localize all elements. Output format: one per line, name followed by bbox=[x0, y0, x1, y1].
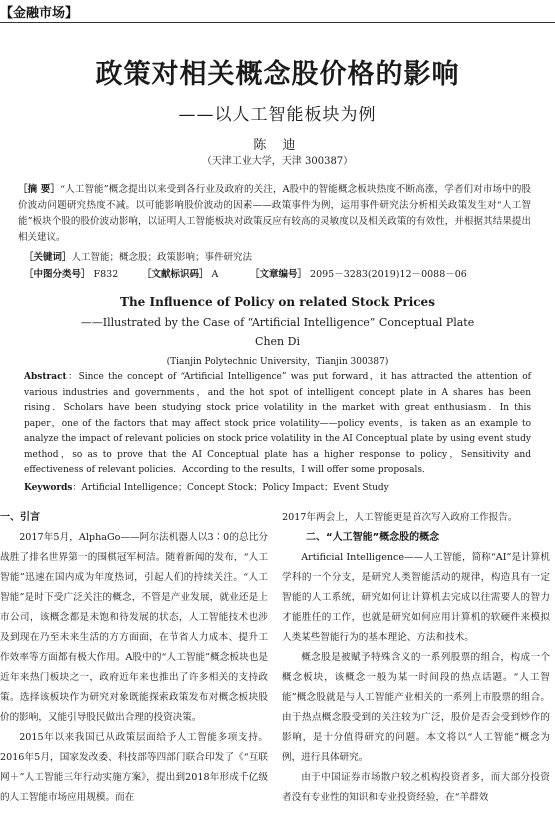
keywords-en bbox=[24, 480, 531, 493]
abstract-en bbox=[24, 370, 531, 479]
paper-subtitle: ——以人工智能板块为例 bbox=[178, 105, 377, 125]
doc-code-label: ［文献标识码］ bbox=[142, 269, 209, 280]
doc-code-field bbox=[142, 266, 218, 280]
keywords-cn-text: 人工智能；概念股；政策影响；事件研究法 bbox=[71, 252, 253, 263]
body-column-right bbox=[282, 508, 550, 808]
english-subtitle: ——Illustrated by the Case of “Artificial Intelligence” Conceptual Plate bbox=[80, 316, 475, 329]
paper-title: 政策对相关概念股价格的影响 bbox=[95, 59, 460, 90]
body-paragraph: 2015年以来我国已从政策层面给予人工智能多项支持。2016年5月，国家发改委、科技部等四部门联合印发了《“互联网＋”人工智能三年行动实施方案》，提出到2018年形成千亿级的人工智能市场应用规模。而在 bbox=[0, 732, 268, 803]
abstract-cn-text: “人工智能”概念提出以来受到各行业及政府的关注，A股中的智能概念板块热度不断高涨，学者们对市场中的股价波动问题研究热度不减。以可能影响股价波动的因素——政策事件为例，运用事件研究法分析相关政策发生对“人工智能”板块个股的股价波动影响，以证明人工智能板块对政策反应有较高的灵敏度以及相关政策的有效性，并根据其结果提出相关建议。 bbox=[18, 184, 531, 243]
body-paragraph: 概念股是被赋予特殊含义的一系列股票的组合，构成一个概念板块，该概念一般为某一时间段的热点话题。“人工智能”概念股就是与人工智能产业相关的一系列上市股票的组合。由于热点概念股受到的关注较为广泛，股价是否会受到炒作的影响，是十分值得研究的问题。本文将以“人工智能”概念为例，进行具体研究。 bbox=[282, 652, 550, 763]
english-author: Chen Di bbox=[255, 335, 300, 348]
keywords-en-text: ：Artificial Intelligence；Concept Stock；Policy Impact；Event Study bbox=[72, 483, 389, 493]
affiliation: （天津工业大学，天津 300387） bbox=[201, 156, 354, 167]
section-tag: 【金融市场】 bbox=[0, 6, 79, 21]
body-paragraph: Artificial Intelligence——人工智能，简称“AI”是计算机学科的一个分支，是研究人类智能活动的规律，构造具有一定智能的人工系统，研究如何让计算机去完成以往需要人的智力才能胜任的工作，也就是研究如何应用计算机的软硬件来模拟人类某些智能行为的基本理论、方法和技术。 bbox=[282, 552, 550, 643]
abstract-en-text: ：Since the concept of “Artificial Intelligence” was put forward，it has attracted the attention of various industries and governments，and the hot spot of intelligent concept plate in A shares has been rising．Scholars have been studying stock price volatility in the market with great enthusiasm．In this paper，one of the factors that may affect stock price volatility——policy events，is taken as an example to analyze the impact of relevant policies on stock price volatility in the AI Conceptual plate by using event study method，so as to prove that the AI Conceptual plate has a higher response to policy，Sensitivity and effectiveness of relevant policies．According to the results，I will offer some proposals． bbox=[24, 372, 531, 475]
body-paragraph: 2017年两会上，人工智能更是首次写入政府工作报告。 bbox=[282, 512, 518, 523]
header-divider bbox=[0, 22, 555, 23]
english-title: The Influence of Policy on related Stock Prices bbox=[120, 295, 435, 309]
english-affiliation: (Tianjin Polytechnic University，Tianjin 300387) bbox=[166, 357, 389, 367]
body-column-left bbox=[0, 508, 268, 808]
abstract-cn-label: ［摘 要］ bbox=[18, 184, 61, 195]
body-paragraph: 2017年5月，AlphaGo——阿尔法机器人以3∶0的总比分战胜了排名世界第一的围棋冠军柯洁。随着新闻的发布，“人工智能”迅速在国内成为年度热词，引起人们的持续关注。“人工智能”是时下受广泛关注的概念，不管是产业发展，就业还是上市公司，该概念都是未饱和待发展的状态，人工智能技术也涉及到现在乃至未来生活的方方面面，在节省人力成本、提升工作效率等方面都有极大作用。A股中的“人工智能”概念板块也是近年来热门板块之一，政府近年来也推出了许多相关的支持政策。选择该板块作为研究对象既能探索政策发布对概念板块股价的影响，又能引导股民做出合理的投资决策。 bbox=[0, 532, 268, 723]
author: 陈 迪 bbox=[253, 138, 302, 153]
clc-label: ［中图分类号］ bbox=[24, 269, 91, 280]
clc-field bbox=[24, 266, 118, 280]
keywords-cn bbox=[24, 249, 531, 263]
abstract-en-label: Abstract bbox=[24, 372, 67, 382]
abstract-cn bbox=[18, 182, 531, 246]
article-id-value: 2095－3283(2019)12－0088－06 bbox=[310, 269, 467, 280]
doc-code-value: A bbox=[211, 269, 219, 280]
keywords-en-label: Keywords bbox=[24, 483, 73, 493]
article-id-field bbox=[250, 266, 467, 280]
keywords-cn-label: ［关键词］ bbox=[24, 252, 72, 263]
article-id-label: ［文章编号］ bbox=[250, 269, 308, 280]
section-heading-concept: 二、“人工智能”概念股的概念 bbox=[306, 532, 440, 543]
section-heading-intro: 一、引言 bbox=[0, 512, 40, 523]
clc-value: F832 bbox=[93, 269, 119, 280]
body-paragraph: 由于中国证券市场散户较之机构投资者多，而大部分投资者没有专业性的知识和专业投资经验，在“羊群效 bbox=[282, 772, 550, 803]
